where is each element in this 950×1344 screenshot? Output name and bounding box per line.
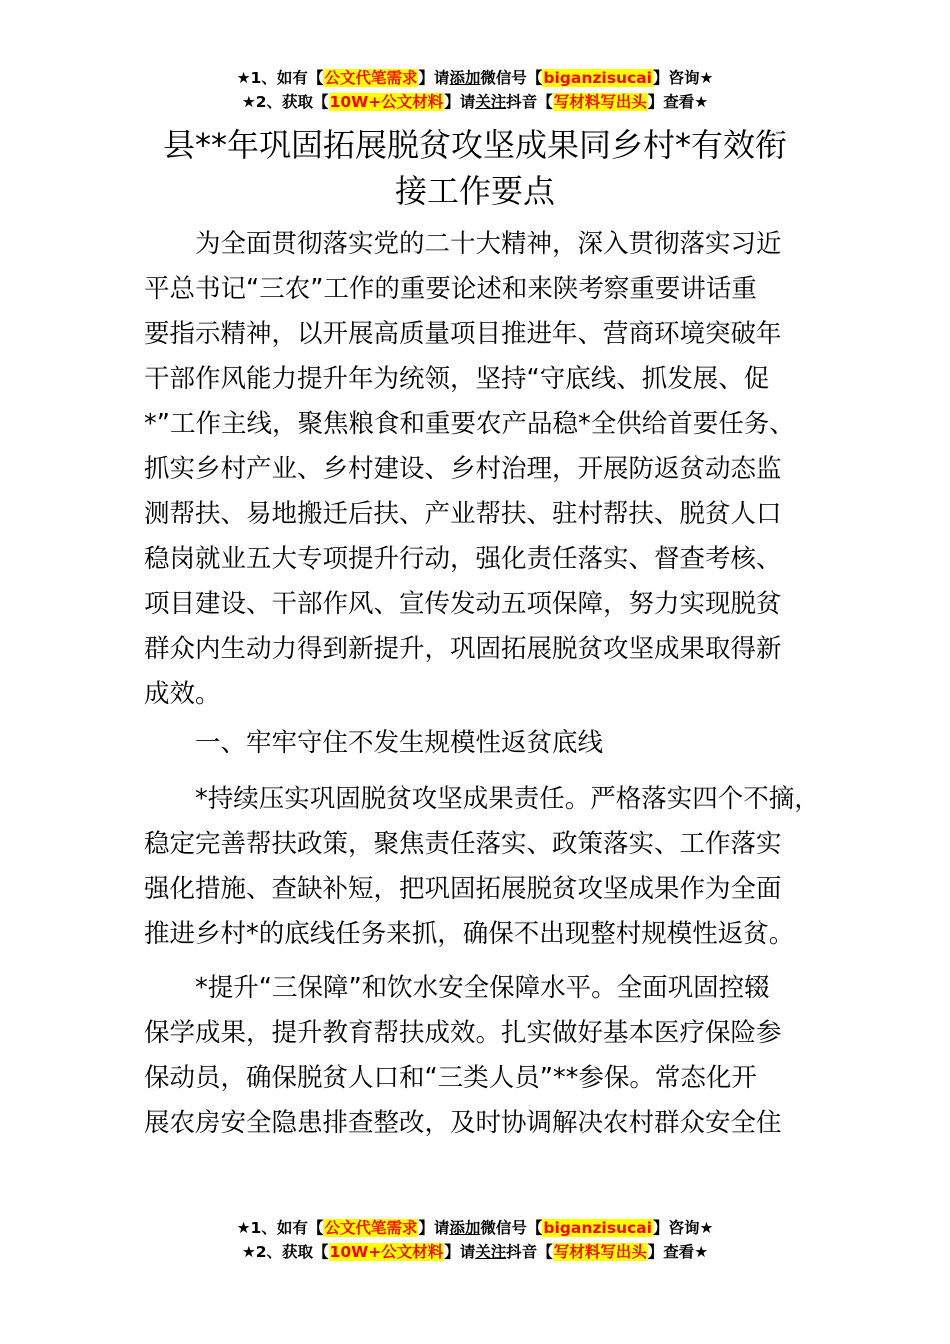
text-line: 群众内生动力得到新提升，巩固拓展脱贫攻坚成果取得新 — [144, 634, 782, 664]
banner-line-2: ★2、获取【10W+公文材料】请关注抖音【写材料写出头】查看★ — [241, 93, 709, 111]
text-line: 平总书记“三农”工作的重要论述和来陕考察重要讲话重 — [144, 274, 757, 304]
banner-line-1: ★1、如有【公文代笔需求】请添加微信号【biganzisucai】咨询★ — [236, 1219, 714, 1237]
text-line: 保动员，确保脱贫人口和“三类人员”**参保。常态化开 — [144, 1063, 757, 1093]
text-line: 测帮扶、易地搬迁后扶、产业帮扶、驻村帮扶、脱贫人口 — [144, 499, 782, 529]
text-line: 项目建设、干部作风、宣传发动五项保障，努力实现脱贫 — [144, 589, 782, 619]
banner-highlight: 10W+公文材料 — [329, 93, 444, 111]
text-line: 保学成果，提升教育帮扶成效。扎实做好基本医疗保险参 — [144, 1018, 782, 1048]
text-line: 展农房安全隐患排查整改，及时协调解决农村群众安全住 — [144, 1108, 782, 1138]
title-line-1: 县**年巩固拓展脱贫攻坚成果同乡村*有效衔 — [162, 126, 787, 164]
section-heading-1: 一、牢牢守住不发生规模性返贫底线 — [144, 728, 604, 758]
title-line-2: 接工作要点 — [394, 172, 555, 210]
banner-highlight: 公文代笔需求 — [324, 69, 418, 87]
banner-highlight: 公文代笔需求 — [324, 1219, 418, 1237]
banner-highlight: 10W+公文材料 — [329, 1243, 444, 1261]
banner-line-2: ★2、获取【10W+公文材料】请关注抖音【写材料写出头】查看★ — [241, 1243, 709, 1261]
banner-wechat-id: biganzisucai — [543, 69, 652, 87]
footer-banner — [0, 1216, 950, 1264]
text-line: *持续压实巩固脱贫攻坚成果责任。严格落实四个不摘， — [144, 784, 820, 814]
banner-douyin-id: 写材料写出头 — [553, 93, 647, 111]
banner-wechat-id: biganzisucai — [543, 1219, 652, 1237]
text-line: *”工作主线，聚焦粮食和重要农产品稳*全供给首要任务、 — [144, 409, 795, 439]
section-paragraph-2 — [144, 966, 844, 1146]
text-line: 成效。 — [144, 679, 221, 709]
text-line: 强化措施、查缺补短，把巩固拓展脱贫攻坚成果作为全面 — [144, 874, 782, 904]
section-paragraph-1 — [144, 777, 844, 957]
text-line: *提升“三保障”和饮水安全保障水平。全面巩固控辍 — [144, 973, 770, 1003]
document-title — [100, 122, 850, 214]
text-line: 推进乡村*的底线任务来抓，确保不出现整村规模性返贫。 — [144, 919, 795, 949]
text-line: 为全面贯彻落实党的二十大精神，深入贯彻落实习近 — [144, 229, 782, 259]
text-line: 抓实乡村产业、乡村建设、乡村治理，开展防返贫动态监 — [144, 454, 782, 484]
text-line: 要指示精神，以开展高质量项目推进年、营商环境突破年 — [144, 319, 782, 349]
header-banner — [0, 66, 950, 114]
banner-douyin-id: 写材料写出头 — [553, 1243, 647, 1261]
text-line: 稳岗就业五大专项提升行动，强化责任落实、督查考核、 — [144, 544, 782, 574]
text-line: 干部作风能力提升年为统领，坚持“守底线、抓发展、促 — [144, 364, 770, 394]
banner-line-1: ★1、如有【公文代笔需求】请添加微信号【biganzisucai】咨询★ — [236, 69, 714, 87]
intro-paragraph — [144, 222, 844, 717]
text-line: 稳定完善帮扶政策，聚焦责任落实、政策落实、工作落实 — [144, 829, 782, 859]
